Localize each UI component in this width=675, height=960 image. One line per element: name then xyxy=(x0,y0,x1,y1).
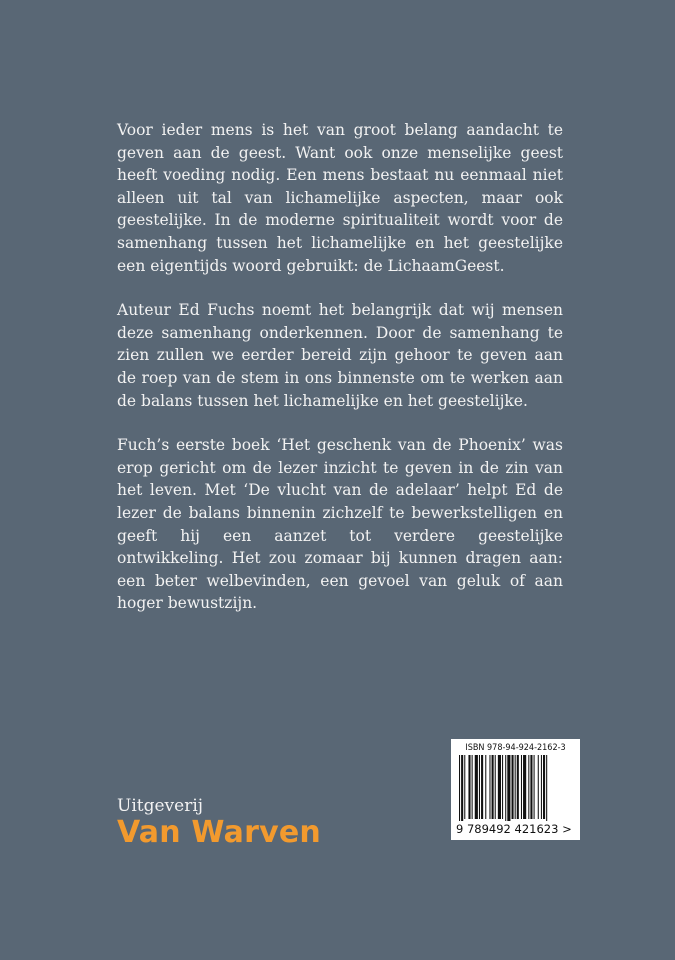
publisher-logo xyxy=(117,796,321,850)
isbn-barcode xyxy=(451,739,580,840)
back-cover-description xyxy=(117,119,563,637)
description-paragraph-1: Voor ieder mens is het van groot belang aandacht te geven aan de geest. Want ook onze menselijke geest heeft voeding nodig. Een mens bestaat nu eenmaal niet alleen uit tal van lichamelijke aspecten, maar ook geestelijke. In de moderne spiritualiteit wordt voor de samenhang tussen het lichamelijke en het geestelijke een eigentijds woord gebruikt: de LichaamGeest. xyxy=(117,121,563,275)
barcode-digits: 9 789492 421623 > xyxy=(456,822,572,836)
description-paragraph-2: Auteur Ed Fuchs noemt het belangrijk dat wij mensen deze samenhang onderkennen. Door de samenhang te zien zullen we eerder bereid zijn gehoor te geven aan de roep van de stem in ons binnenste om te werken aan de balans tussen het lichamelijke en het geestelijke. xyxy=(117,301,563,410)
publisher-label: Uitgeverij xyxy=(117,796,204,816)
isbn-label: ISBN 978-94-924-2162-3 xyxy=(465,743,566,753)
publisher-name: Van Warven xyxy=(117,815,321,850)
description-paragraph-3: Fuch’s eerste boek ‘Het geschenk van de Phoenix’ was erop gericht om de lezer inzicht te geven in de zin van het leven. Met ‘De vlucht van de adelaar’ helpt Ed de lezer de balans binnenin zichzelf te bewerkstelligen en geeft hij een aanzet tot verdere geestelijke ontwikkeling. Het zou zomaar bij kunnen dragen aan: een beter welbevinden, een gevoel van geluk of aan hoger bewustzijn. xyxy=(117,436,563,613)
barcode-bars-icon xyxy=(459,755,571,821)
